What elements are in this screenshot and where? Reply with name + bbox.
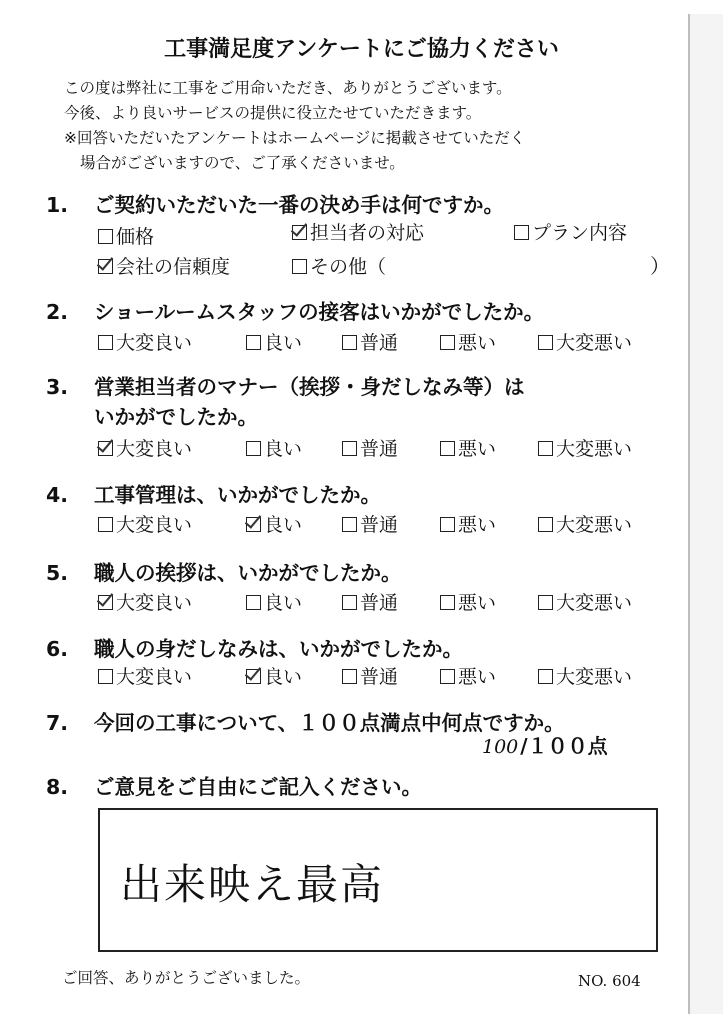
- q2-option[interactable]: [538, 328, 632, 355]
- option-label: プラン内容: [532, 222, 628, 244]
- question-text: 営業担当者のマナー（挨拶・身だしなみ等）は: [94, 375, 525, 399]
- q2-option[interactable]: [246, 328, 302, 355]
- option-label: 価格: [116, 226, 155, 248]
- q4-option[interactable]: [538, 510, 632, 537]
- q5-option[interactable]: [246, 588, 302, 615]
- q1-option-plan[interactable]: [514, 218, 627, 245]
- option-label: 良い: [264, 514, 303, 536]
- option-label: 普通: [360, 438, 399, 460]
- intro-line: この度は弊社に工事をご用命いただき、ありがとうございます。: [64, 79, 512, 97]
- q5-option[interactable]: [342, 588, 398, 615]
- q4-option[interactable]: [246, 510, 302, 537]
- q1-option-price[interactable]: [98, 222, 154, 249]
- question-1: [46, 188, 504, 218]
- question-number: 8.: [46, 775, 69, 799]
- q2-option[interactable]: [342, 328, 398, 355]
- checkbox[interactable]: [440, 595, 455, 610]
- q3-option[interactable]: [342, 434, 398, 461]
- score-suffix: /１００点: [520, 734, 608, 758]
- intro-line: ※回答いただいたアンケートはホームページに掲載させていただく: [64, 129, 526, 147]
- q2-option[interactable]: [98, 328, 192, 355]
- question-3-continued: いかがでしたか。: [94, 405, 258, 429]
- q4-option[interactable]: [440, 510, 496, 537]
- option-label: 大変悪い: [556, 514, 633, 536]
- checkbox-checked[interactable]: [246, 669, 261, 684]
- option-label: 悪い: [458, 438, 497, 460]
- checkbox[interactable]: [342, 517, 357, 532]
- checkbox-checked[interactable]: [98, 441, 113, 456]
- checkbox-checked[interactable]: [292, 225, 307, 240]
- checkbox[interactable]: [342, 441, 357, 456]
- option-label: その他（: [310, 256, 387, 278]
- checkbox[interactable]: [538, 595, 553, 610]
- q5-option[interactable]: [538, 588, 632, 615]
- question-5: [46, 556, 402, 586]
- q6-option[interactable]: [98, 662, 192, 689]
- checkbox[interactable]: [246, 441, 261, 456]
- option-label: 大変悪い: [556, 438, 633, 460]
- option-label: 大変良い: [116, 438, 193, 460]
- option-label: 悪い: [458, 666, 497, 688]
- option-label: 大変良い: [116, 592, 193, 614]
- q5-option[interactable]: [440, 588, 496, 615]
- score-answer[interactable]: [482, 730, 608, 759]
- option-label: 大変良い: [116, 332, 193, 354]
- q3-option[interactable]: [538, 434, 632, 461]
- q3-option[interactable]: [98, 434, 192, 461]
- option-label: 普通: [360, 332, 399, 354]
- checkbox[interactable]: [98, 335, 113, 350]
- option-label: 大変良い: [116, 666, 193, 688]
- q3-option[interactable]: [246, 434, 302, 461]
- checkbox[interactable]: [98, 229, 113, 244]
- question-text: ショールームスタッフの接客はいかがでしたか。: [94, 300, 545, 324]
- checkbox[interactable]: [440, 517, 455, 532]
- question-text: 職人の身だしなみは、いかがでしたか。: [94, 637, 463, 661]
- page-edge-shade: [690, 14, 723, 1014]
- checkbox[interactable]: [514, 225, 529, 240]
- q5-option[interactable]: [98, 588, 192, 615]
- document-number: NO. 604: [578, 972, 641, 990]
- q1-option-staff[interactable]: [292, 218, 424, 245]
- comment-handwritten: 出来映え最高: [120, 860, 385, 909]
- question-number: 5.: [46, 561, 69, 585]
- question-2: [46, 295, 544, 325]
- intro-line: 場合がございますので、ご了承くださいませ。: [80, 154, 405, 172]
- option-label: 普通: [360, 592, 399, 614]
- question-8: [46, 770, 422, 800]
- survey-title: 工事満足度アンケートにご協力ください: [164, 37, 559, 62]
- footer-thanks: ご回答、ありがとうございました。: [62, 969, 311, 987]
- question-number: 2.: [46, 300, 69, 324]
- intro-line: 今後、より良いサービスの提供に役立たせていただきます。: [64, 104, 482, 122]
- checkbox[interactable]: [246, 595, 261, 610]
- close-paren: ）: [650, 254, 670, 278]
- checkbox[interactable]: [246, 335, 261, 350]
- checkbox[interactable]: [440, 669, 455, 684]
- option-label: 普通: [360, 514, 399, 536]
- page-edge-line: [688, 14, 690, 1014]
- option-label: 大変良い: [116, 514, 193, 536]
- question-number: 1.: [46, 193, 69, 217]
- question-number: 7.: [46, 711, 69, 735]
- question-number: 4.: [46, 483, 69, 507]
- option-label: 大変悪い: [556, 332, 633, 354]
- checkbox[interactable]: [538, 441, 553, 456]
- option-label: 担当者の対応: [310, 222, 425, 244]
- option-label: 悪い: [458, 592, 497, 614]
- question-number: 3.: [46, 375, 69, 399]
- q1-option-other[interactable]: [292, 252, 386, 279]
- checkbox[interactable]: [292, 259, 307, 274]
- q4-option[interactable]: [342, 510, 398, 537]
- question-6: [46, 632, 463, 662]
- checkbox[interactable]: [538, 669, 553, 684]
- option-label: 良い: [264, 332, 303, 354]
- question-text: ご契約いただいた一番の決め手は何ですか。: [94, 193, 504, 217]
- question-number: 6.: [46, 637, 69, 661]
- option-label: 大変悪い: [556, 592, 633, 614]
- checkbox[interactable]: [342, 669, 357, 684]
- question-text: 工事管理は、いかがでしたか。: [94, 483, 381, 507]
- option-label: 悪い: [458, 514, 497, 536]
- question-3: [46, 370, 525, 400]
- checkbox[interactable]: [98, 669, 113, 684]
- q6-option[interactable]: [440, 662, 496, 689]
- q6-option[interactable]: [246, 662, 302, 689]
- q4-option[interactable]: [98, 510, 192, 537]
- question-4: [46, 478, 381, 508]
- option-label: 良い: [264, 438, 303, 460]
- score-handwritten: 100: [482, 736, 519, 758]
- checkbox[interactable]: [98, 517, 113, 532]
- checkbox-checked[interactable]: [98, 259, 113, 274]
- checkbox-checked[interactable]: [98, 595, 113, 610]
- checkbox[interactable]: [538, 517, 553, 532]
- option-label: 悪い: [458, 332, 497, 354]
- q1-option-trust[interactable]: [98, 252, 230, 279]
- option-label: 会社の信頼度: [116, 256, 231, 278]
- checkbox[interactable]: [342, 595, 357, 610]
- checkbox[interactable]: [440, 335, 455, 350]
- checkbox[interactable]: [538, 335, 553, 350]
- checkbox[interactable]: [342, 335, 357, 350]
- option-label: 大変悪い: [556, 666, 633, 688]
- q3-option[interactable]: [440, 434, 496, 461]
- q2-option[interactable]: [440, 328, 496, 355]
- option-label: 良い: [264, 592, 303, 614]
- option-label: 普通: [360, 666, 399, 688]
- q6-option[interactable]: [342, 662, 398, 689]
- checkbox-checked[interactable]: [246, 517, 261, 532]
- question-text: 今回の工事について、１００点満点中何点ですか。: [94, 711, 565, 735]
- q6-option[interactable]: [538, 662, 632, 689]
- question-text: ご意見をご自由にご記入ください。: [94, 775, 422, 799]
- option-label: 良い: [264, 666, 303, 688]
- question-text: 職人の挨拶は、いかがでしたか。: [94, 561, 402, 585]
- checkbox[interactable]: [440, 441, 455, 456]
